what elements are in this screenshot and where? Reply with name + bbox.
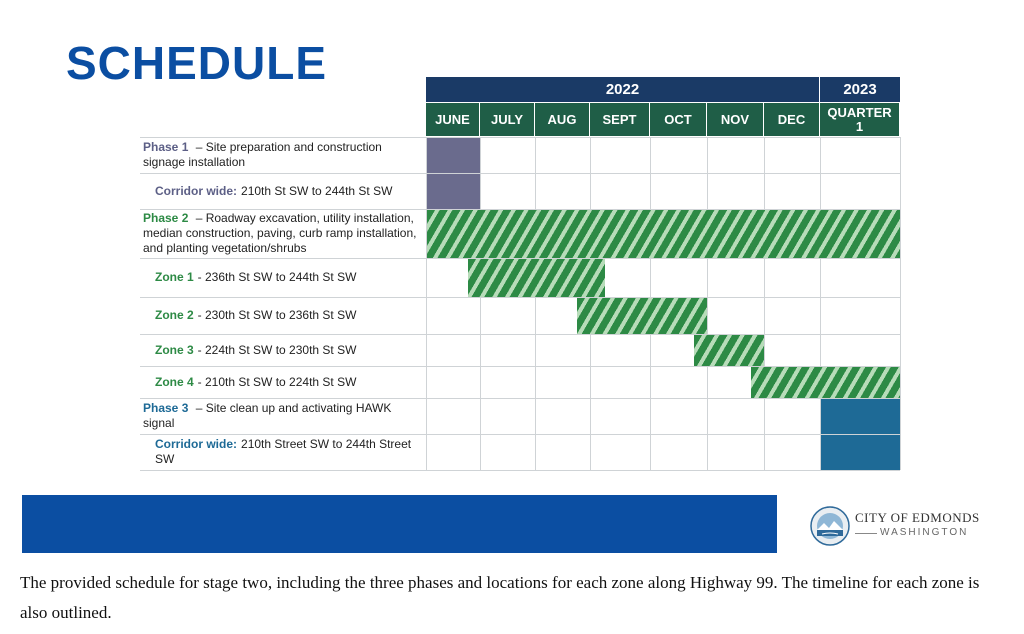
row-label-title: Zone 1: [155, 270, 194, 284]
row-label-title: Zone 2: [155, 308, 194, 322]
row-label: [155, 259, 422, 296]
row-label-title: Corridor wide:: [155, 183, 238, 198]
row-label-text: 210th Street SW to 244th Street SW: [155, 437, 412, 466]
grid-vline: [480, 137, 481, 470]
grid-hline: [140, 470, 900, 471]
gantt-bar: [468, 259, 606, 297]
row-label-title: Corridor wide:: [155, 437, 238, 451]
month-header: SEPT: [590, 103, 649, 136]
row-label: [155, 335, 422, 365]
page-title: SCHEDULE: [66, 37, 328, 89]
gantt-bar: [427, 174, 480, 209]
row-label: [155, 174, 422, 208]
gantt-bar: [821, 435, 900, 470]
city-seal-icon: [810, 506, 850, 546]
figure-caption: The provided schedule for stage two, including the three phases and locations for each zone along Highway 99. The timeline for each zone is also outlined.: [20, 573, 980, 622]
row-label-text: - 236th St SW to 244th St SW: [197, 270, 357, 284]
gantt-bar: [427, 210, 900, 258]
logo-city-name: CITY OF EDMONDS: [855, 510, 980, 525]
gantt-bar: [821, 399, 900, 434]
gantt-bar: [577, 298, 707, 334]
gantt-bar: [694, 335, 764, 366]
month-header: AUG: [535, 103, 589, 136]
row-label-text: – Roadway excavation, utility installation, median construction, paving, curb ramp installation, and planting vegetation/shrubs: [143, 211, 417, 255]
row-label-text: 210th St SW to 244th St SW: [241, 183, 393, 198]
row-label-text: – Site clean up and activating HAWK signal: [143, 401, 392, 430]
row-label: [155, 298, 422, 333]
month-header: OCT: [650, 103, 706, 136]
row-label-title: Phase 2: [143, 211, 189, 225]
grid-vline: [764, 137, 765, 470]
row-label-text: - 210th St SW to 224th St SW: [197, 374, 357, 389]
gantt-bar: [751, 367, 900, 398]
logo-state-name: WASHINGTON: [880, 527, 969, 538]
row-label-title: Phase 3: [143, 401, 189, 415]
row-label: [143, 399, 422, 433]
year-header-2023: 2023: [820, 77, 900, 102]
grid-vline: [707, 137, 708, 470]
row-label: [143, 210, 422, 257]
month-header: JUNE: [426, 103, 479, 136]
grid-vline: [900, 137, 901, 470]
logo-rule: [855, 533, 877, 534]
grid-vline: [535, 137, 536, 470]
month-header: NOV: [707, 103, 763, 136]
row-label-text: - 230th St SW to 236th St SW: [197, 308, 357, 322]
blue-banner: [22, 495, 777, 553]
gantt-bar: [427, 138, 480, 173]
row-label-title: Phase 1: [143, 140, 189, 154]
month-header: QUARTER 1: [820, 103, 899, 136]
row-label-text: - 224th St SW to 230th St SW: [197, 342, 357, 357]
row-label: [143, 138, 422, 172]
year-header-2022: 2022: [426, 77, 819, 102]
row-label: [155, 435, 422, 469]
row-label-title: Zone 4: [155, 374, 194, 389]
month-header: DEC: [764, 103, 819, 136]
row-label-text: – Site preparation and construction signage installation: [143, 140, 382, 169]
row-label: [155, 367, 422, 397]
row-label-title: Zone 3: [155, 342, 194, 357]
month-header: JULY: [480, 103, 534, 136]
